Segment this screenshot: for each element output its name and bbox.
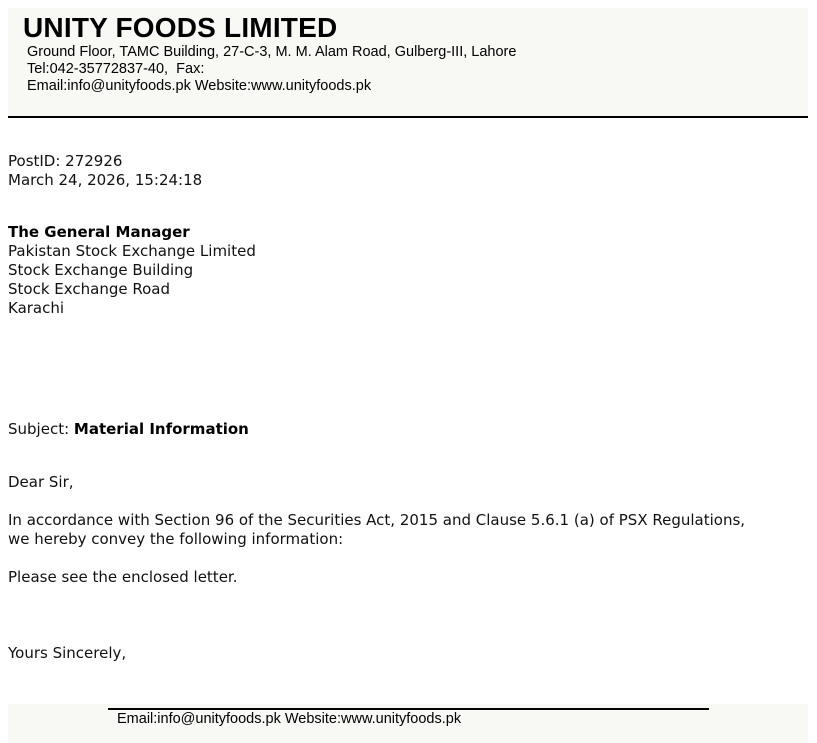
body-paragraph-line: In accordance with Section 96 of the Securities Act, 2015 and Clause 5.6.1 (a) of PSX Regulations, <box>8 511 746 529</box>
closing: Yours Sincerely, <box>8 644 127 662</box>
recipient-title: The General Manager <box>8 223 190 241</box>
subject-line <box>8 420 249 439</box>
body-paragraph: Please see the enclosed letter. <box>8 568 238 586</box>
recipient-building: Stock Exchange Building <box>8 261 194 279</box>
footer-divider <box>108 708 709 710</box>
recipient-org: Pakistan Stock Exchange Limited <box>8 242 256 260</box>
subject-value: Material Information <box>73 420 249 438</box>
recipient-road: Stock Exchange Road <box>8 280 170 298</box>
company-contact: Tel:042-35772837-40, Fax: <box>27 61 205 77</box>
company-address: Ground Floor, TAMC Building, 27-C-3, M. M. Alam Road, Gulberg-III, Lahore <box>27 44 517 60</box>
letterhead <box>8 8 808 116</box>
post-id: PostID: 272926 <box>8 152 123 170</box>
post-datetime: March 24, 2026, 15:24:18 <box>8 171 203 189</box>
company-web: Email:info@unityfoods.pk Website:www.unityfoods.pk <box>27 78 372 94</box>
salutation: Dear Sir, <box>8 473 74 491</box>
body-paragraph-line: we hereby convey the following information: <box>8 530 344 548</box>
header-divider <box>8 116 808 118</box>
subject-label: Subject: <box>8 420 74 438</box>
recipient-city: Karachi <box>8 299 65 317</box>
company-name: UNITY FOODS LIMITED <box>23 12 338 43</box>
footer-web: Email:info@unityfoods.pk Website:www.unityfoods.pk <box>117 711 462 727</box>
